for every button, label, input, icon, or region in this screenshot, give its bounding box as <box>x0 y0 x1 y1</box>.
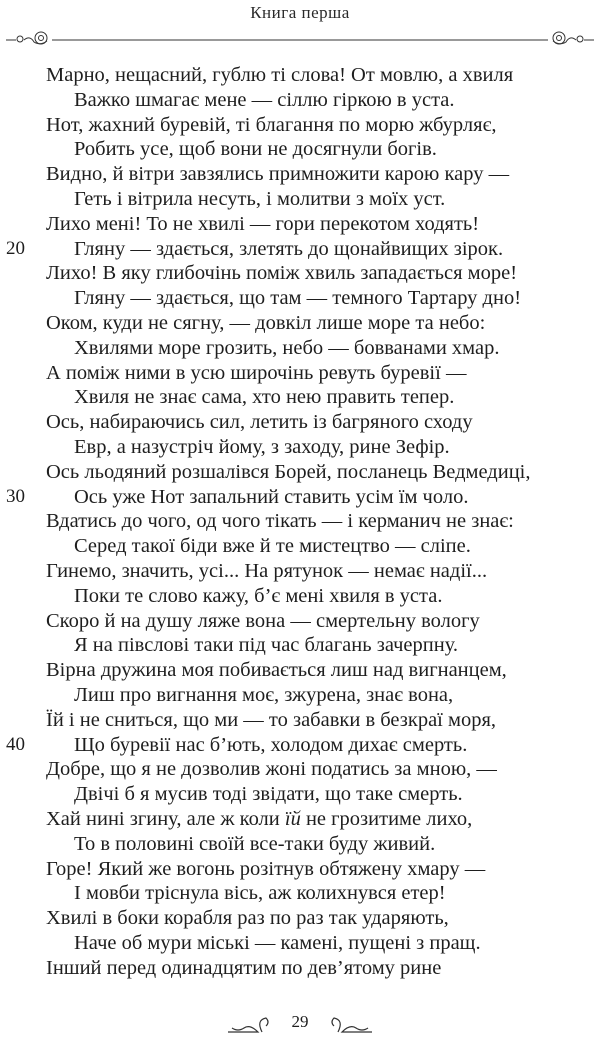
verse-text-italic: їй <box>284 807 301 830</box>
verse-text <box>46 361 466 386</box>
verse-text <box>74 88 455 113</box>
verse-text-main: Вдатись до чого, од чого тікать — і керманич не знає: <box>46 510 514 533</box>
verse-text <box>46 509 514 534</box>
verse-text-main: Добре, що я не дозволив жоні податись за мною, — <box>46 758 497 781</box>
verse-text-rest: не грозитиме лихо, <box>300 807 473 830</box>
verse-text-main: А поміж ними в усю широчінь ревуть буревії — <box>46 361 467 384</box>
header-ornamental-rule <box>0 31 600 45</box>
verse-line <box>0 113 600 138</box>
verse-text <box>46 410 473 435</box>
verse-text <box>74 931 481 956</box>
verse-text-main: Нот, жахний буревій, ті благання по морю жбурляє, <box>46 113 497 136</box>
verse-line <box>0 658 600 683</box>
verse-text <box>74 385 454 410</box>
verse-text-main: Ось, набираючись сил, летить із багряного сходу <box>46 411 473 434</box>
verse-text-main: Хвилями море грозить, небо — бовванами хмар. <box>74 336 500 359</box>
verse-line <box>0 435 600 460</box>
verse-text-main: Інший перед одинадцятим по дев’ятому рине <box>46 956 442 979</box>
verse-text <box>74 683 453 708</box>
line-number: 40 <box>6 733 25 755</box>
verse-line <box>0 187 600 212</box>
verse-text <box>46 906 449 931</box>
verse-line <box>0 385 600 410</box>
verse-line <box>0 137 600 162</box>
verse-text-main: Робить усе, щоб вони не досягнули богів. <box>74 138 437 161</box>
verse-text-main: Двічі б я мусив тоді звідати, що таке смерть. <box>74 783 463 806</box>
running-header: Книга перша <box>250 3 350 22</box>
verse-line <box>0 857 600 882</box>
verse-text-main: Хвиля не знає сама, хто нею править тепер. <box>74 386 455 409</box>
verse-line <box>0 807 600 832</box>
verse-line <box>0 88 600 113</box>
page-number: 29 <box>291 1012 309 1031</box>
verse-text-main: Видно, й вітри завзялись примножити карою кару — <box>46 163 510 186</box>
verse-line <box>0 757 600 782</box>
verse-text <box>46 609 480 634</box>
verse-text-main: Їй і не сниться, що ми — то забавки в безкраї моря, <box>46 708 497 731</box>
verse-text-main: Хвилі в боки корабля раз по раз так ударяють, <box>46 907 449 930</box>
page-footer <box>0 1008 600 1038</box>
verse-line <box>0 261 600 286</box>
verse-text-main: Вірна дружина моя побивається лиш над вигнанцем, <box>46 659 507 682</box>
verse-line <box>0 609 600 634</box>
verse-line <box>0 584 600 609</box>
verse-line <box>0 509 600 534</box>
verse-line <box>0 212 600 237</box>
verse-line <box>0 733 600 758</box>
verse-text-main: Евр, а назустріч йому, з заходу, рине Зефір. <box>74 435 450 458</box>
verse-text-main: Що буревії нас б’ють, холодом дихає смерть. <box>74 733 468 756</box>
verse-line <box>0 832 600 857</box>
right-scroll-ornament <box>553 32 594 44</box>
verse-line <box>0 633 600 658</box>
verse-text <box>74 336 499 361</box>
verse-text-main: І мовби тріснула вісь, аж колихнувся етер! <box>74 882 446 905</box>
verse-line <box>0 286 600 311</box>
verse-line <box>0 485 600 510</box>
verse-text <box>74 633 458 658</box>
verse-text <box>46 63 513 88</box>
verse-text <box>74 286 521 311</box>
verse-line <box>0 460 600 485</box>
verse-text-main: Гляну — здається, що там — темного Тартару дно! <box>74 287 522 310</box>
verse-text <box>46 162 509 187</box>
verse-line <box>0 336 600 361</box>
verse-text <box>74 881 446 906</box>
verse-text <box>74 584 442 609</box>
verse-line <box>0 708 600 733</box>
verse-line <box>0 906 600 931</box>
verse-text-main: Ось уже Нот запальний ставить усім їм чоло. <box>74 485 469 508</box>
verse-text <box>74 733 467 758</box>
verse-text-main: Марно, нещасний, гублю ті слова! От мовлю, а хвиля <box>46 64 514 86</box>
verse-line <box>0 559 600 584</box>
verse-text <box>46 311 485 336</box>
verse-text <box>46 708 496 733</box>
verse-line <box>0 931 600 956</box>
verse-text <box>74 534 471 559</box>
verse-text-main: Гинемо, значить, усі... На рятунок — немає надії... <box>46 559 488 582</box>
poem-text <box>0 63 600 980</box>
verse-text-main: Гляну — здається, злетять до щонайвищих зірок. <box>74 237 504 260</box>
verse-line <box>0 881 600 906</box>
verse-text-main: Важко шмагає мене — сіллю гіркою в уста. <box>74 88 455 111</box>
verse-text <box>46 757 497 782</box>
verse-text-main: Наче об мури міські — камені, пущені з пращ. <box>74 931 481 954</box>
verse-text <box>46 956 441 981</box>
verse-line <box>0 782 600 807</box>
verse-text <box>74 237 503 262</box>
verse-text <box>74 137 437 162</box>
line-number: 20 <box>6 237 25 259</box>
verse-text <box>46 857 485 882</box>
verse-line <box>0 410 600 435</box>
verse-text <box>46 113 497 138</box>
verse-text-main: Поки те слово кажу, б’є мені хвиля в уста. <box>74 584 443 607</box>
verse-text-main: Хай нині згину, але ж коли <box>46 807 285 830</box>
verse-text <box>46 807 472 832</box>
verse-line <box>0 63 600 88</box>
verse-line <box>0 361 600 386</box>
verse-text-main: Я на півслові таки під час благань зачерпну. <box>74 634 459 657</box>
verse-line <box>0 237 600 262</box>
verse-text <box>74 485 468 510</box>
verse-line <box>0 534 600 559</box>
verse-text-main: Лихо мені! То не хвилі — гори перекотом ходять! <box>46 212 480 235</box>
verse-text-main: Оком, куди не сягну, — довкіл лише море та небо: <box>46 311 486 334</box>
verse-text-main: Геть і вітрила несуть, і молитви з моїх уст. <box>74 187 446 210</box>
verse-text <box>74 832 435 857</box>
verse-line <box>0 162 600 187</box>
verse-text <box>46 212 479 237</box>
verse-text <box>74 187 445 212</box>
verse-line <box>0 311 600 336</box>
left-scroll-ornament <box>6 32 47 44</box>
verse-line <box>0 683 600 708</box>
verse-text <box>46 261 517 286</box>
verse-text <box>46 559 487 584</box>
verse-text-main: Ось льодяний розшалівся Борей, посланець Ведмедиці, <box>46 460 531 483</box>
line-number: 30 <box>6 485 25 507</box>
verse-text-main: Горе! Який же вогонь розітнув обтяжену хмару — <box>46 857 486 880</box>
verse-text-main: Серед такої біди вже й те мистецтво — сліпе. <box>74 535 471 558</box>
verse-text-main: Лихо! В яку глибочінь поміж хвиль западається море! <box>46 262 518 285</box>
verse-text <box>74 782 463 807</box>
verse-text-main: Лиш про вигнання моє, зжурена, знає вона, <box>74 683 454 706</box>
verse-text <box>46 460 531 485</box>
verse-text-main: То в половині своїй все-таки буду живий. <box>74 832 436 855</box>
verse-text <box>74 435 450 460</box>
verse-line <box>0 956 600 981</box>
verse-text <box>46 658 507 683</box>
verse-text-main: Скоро й на душу ляже вона — смертельну вологу <box>46 609 480 632</box>
